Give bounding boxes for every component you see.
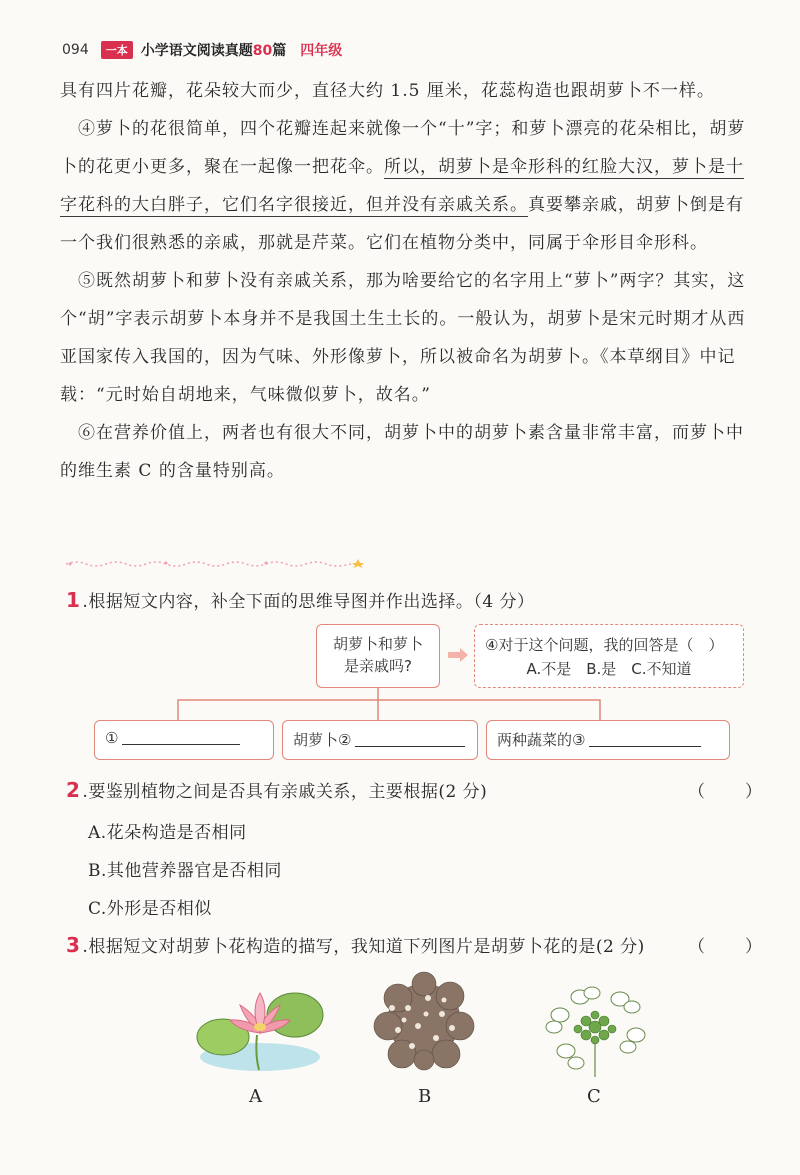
picture-label-b: B [418,1086,432,1107]
series-title: 小学语文阅读真题80篇 [140,43,287,59]
star-icon [352,559,364,568]
paragraph-4: ④萝卜的花很简单，四个花瓣连起来就像一个“十”字；和萝卜漂亮的花朵相比，胡萝卜的花更小更多，聚在一起像一把花伞。所以，胡萝卜是伞形科的红脸大汉，萝卜是十字花科的大白胖子，它们名字很接近，但并没有亲戚关系。真要攀亲戚，胡萝卜倒是有一个我们很熟悉的亲戚，那就是芹菜。它们在植物分类中，同属于伞形目伞形科。 [60,119,746,253]
paragraph-6: ⑥在营养价值上，两者也有很大不同，胡萝卜中的胡萝卜素含量非常丰富，而萝卜中的维生素 C 的含量特别高。 [60,423,744,481]
underlined-sentence: 所以，胡萝卜是伞形科的红脸大汉，萝卜是十字花科的大白胖子，它们名字很接近，但并没有亲戚关系。 [60,157,744,215]
blank-line[interactable] [122,744,240,745]
brand-badge: 一本 [101,41,133,59]
umbel-cluster-image[interactable] [368,968,480,1074]
picture-label-a: A [249,1086,262,1107]
blank-line[interactable] [355,746,465,747]
mindmap-branch-1: ① [94,720,274,760]
mindmap-answer-box: ④对于这个问题，我的回答是（ ） A.不是 B.是 C.不知道 [474,624,744,688]
grade-label: 四年级 [300,43,343,59]
mindmap-center-box: 胡萝卜和萝卜是亲戚吗? [316,624,440,688]
passage [60,72,760,490]
question-2: 2 .要鉴别植物之间是否具有亲戚关系，主要根据(2 分) [66,777,488,802]
decorative-divider [66,558,366,568]
mindmap-branch-2: 胡萝卜② [282,720,478,760]
question-1: 1 .根据短文内容，补全下面的思维导图并作出选择。（4 分） [66,587,535,612]
mindmap-branch-3: 两种蔬菜的③ [486,720,730,760]
answer-paren-2[interactable]: （ ） [688,782,764,802]
page-number: 094 [62,42,89,58]
arrow-right-icon [446,646,470,664]
q2-option-a: A.花朵构造是否相同 [88,823,247,843]
q2-option-c: C.外形是否相似 [88,899,212,919]
mind-map [90,620,760,770]
lotus-flower-image[interactable] [195,975,325,1075]
paragraph-3-end: 具有四片花瓣，花朵较大而少，直径大约 1.5 厘米，花蕊构造也跟胡萝卜不一样。 [60,81,715,101]
question-3: 3 .根据短文对胡萝卜花构造的描写，我知道下列图片是胡萝卜花的是(2 分) [66,932,645,957]
mindmap-connectors [90,688,760,722]
page-header [62,40,342,60]
picture-label-c: C [587,1086,601,1107]
q2-option-b: B.其他营养器官是否相同 [88,861,282,881]
cross-flower-image[interactable] [540,985,650,1080]
answer-paren-3[interactable]: （ ） [688,937,764,957]
paragraph-5: ⑤既然胡萝卜和萝卜没有亲戚关系，那为啥要给它的名字用上“萝卜”两字？其实，这个“胡”字表示胡萝卜本身并不是我国土生土长的。一般认为，胡萝卜是宋元时期才从西亚国家传入我国的，因为气味、外形像萝卜，所以被命名为胡萝卜。《本草纲目》中记载：“元时始自胡地来，气味微似萝卜，故名。” [60,271,746,405]
blank-line[interactable] [589,746,701,747]
